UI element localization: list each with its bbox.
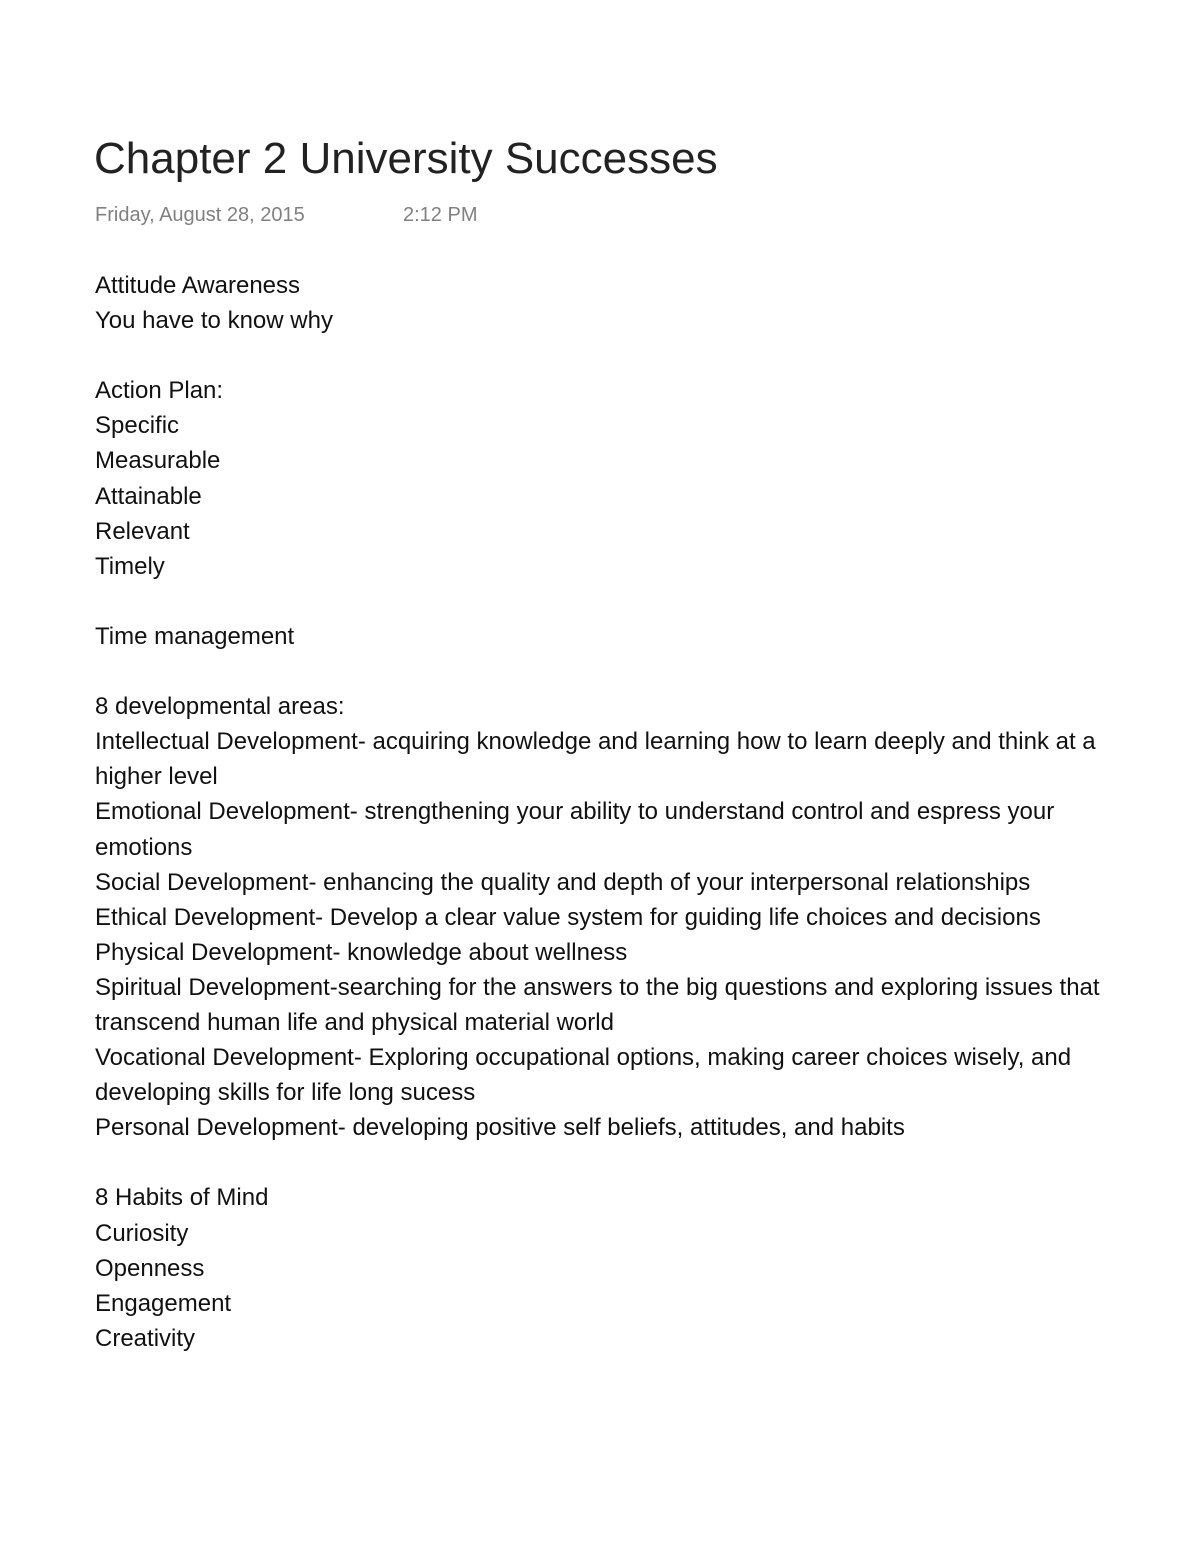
developmental-area-item: Personal Development- developing positive self beliefs, attitudes, and habits [95, 1114, 905, 1142]
note-metadata [95, 202, 478, 228]
developmental-area-item: Physical Development- knowledge about wellness [95, 938, 628, 966]
action-plan-heading: Action Plan: [95, 377, 224, 405]
note-body [95, 268, 1125, 1436]
note-time: 2:12 PM [403, 204, 478, 226]
note-date: Friday, August 28, 2015 [95, 204, 305, 226]
attitude-heading: Attitude Awareness [95, 272, 301, 299]
blank-line [95, 1145, 1125, 1180]
habit-item: Curiosity [95, 1219, 189, 1247]
blank-line [95, 584, 1125, 619]
developmental-areas-heading: 8 developmental areas: [95, 693, 345, 721]
action-plan-item: Timely [95, 552, 165, 580]
time-management-heading: Time management [95, 622, 295, 650]
blank-line [95, 338, 1125, 373]
action-plan-item: Specific [95, 412, 180, 440]
habit-item: Creativity [95, 1324, 196, 1352]
action-plan-item: Relevant [95, 517, 190, 545]
page-title: Chapter 2 University Successes [94, 134, 718, 183]
blank-line [95, 654, 1125, 689]
developmental-area-item: Emotional Development- strengthening your ability to understand control and espress your emotions [95, 798, 1055, 861]
developmental-area-item: Vocational Development- Exploring occupational options, making career choices wisely, and developing skills for life long sucess [95, 1044, 1072, 1107]
habit-item: Openness [95, 1254, 205, 1282]
developmental-area-item: Ethical Development- Develop a clear value system for guiding life choices and decisions [95, 903, 1041, 931]
developmental-area-item: Spiritual Development-searching for the answers to the big questions and exploring issues that transcend human life and physical material world [95, 973, 1100, 1036]
habit-item: Engagement [95, 1289, 232, 1317]
habits-of-mind-heading: 8 Habits of Mind [95, 1184, 269, 1212]
attitude-text: You have to know why [95, 307, 333, 335]
action-plan-item: Attainable [95, 482, 202, 510]
action-plan-item: Measurable [95, 447, 221, 475]
developmental-area-item: Social Development- enhancing the quality and depth of your interpersonal relationships [95, 868, 1031, 896]
developmental-area-item: Intellectual Development- acquiring knowledge and learning how to learn deeply and think at a higher level [95, 728, 1096, 791]
